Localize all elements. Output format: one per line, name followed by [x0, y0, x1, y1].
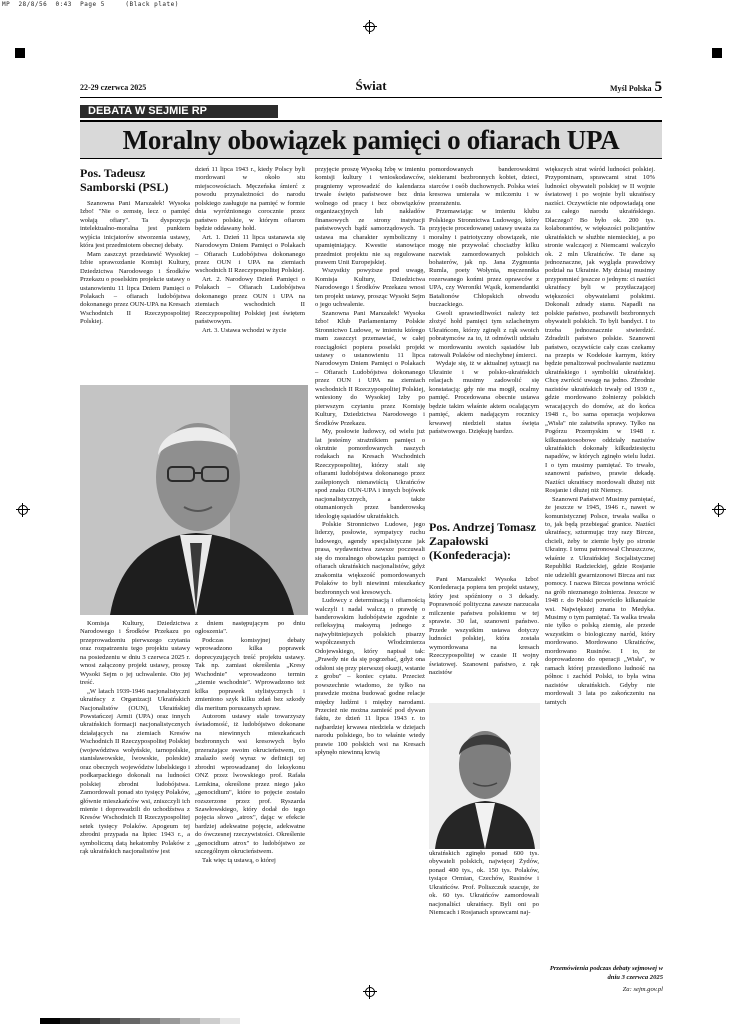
calibration-swatch: [100, 1018, 120, 1024]
portrait-illustration: [80, 385, 308, 615]
paragraph: Art. 3. Ustawa wchodzi w życie: [202, 326, 287, 334]
column-4-bottom: [429, 850, 539, 980]
source-note: [545, 965, 663, 995]
paragraph: Szanowna Pani Marszałek! Wysoka Izbo! Klub Parlamentarny Polskie Stronnictwo Ludowe, w imieniu którego mam zaszczyt przemawiać, w całej rozciągłości popiera poselski projekt ustawy o ustanowieniu 11 lipca Narodowym Dniem Pamięci o Polakach – Ofiarach Ludobójstwa dokonanego przez OUN i UPA na ziemiach wschodnich II Rzeczypospolitej Polskiej, wniesiony do Wysokiej Izby po pierwszym czytaniu przez Komisję Kultury, Dziedzictwa Narodowego i Środków Przekazu.: [315, 309, 425, 427]
paragraph: przyjęcie proszę Wysoką Izbę w imieniu komisji kultury i wnioskodawców, pragniemy wprowadzić do kalendarza trwałe święto państwowe bez dnia wolnego od pracy i bez obowiązków organizacyjnych lub nakładów finansowych ze strony instytucji państwowych bądź samorządowych. Ta ustawa ma charakter symboliczny i upamiętniający. Kwestie stanowiące przedmiot projektu nie są regulowane prawem Unii Europejskiej.: [315, 166, 425, 266]
paragraph: Autorom ustawy stale towarzyszy świadomość, iż ludobójstwo dokonane na niewinnych mieszkańcach bezbronnych wsi kresowych było przerażające swoim okrucieństwem, co znalazło swój wyraz w definicji tej zbrodni wprowadzanej do leksykonu ONZ przez lwowskiego prof. Rafała Lemkina, określone przez niego jako „genocidium", które to pojęcie zostało rozszerzone przez prof. Ryszarda Szawłowskiego, który dodał do tego pojęcia słowo „atrox", dając w efekcie bardziej adekwatne pojęcie, adekwatne do ówczesnej rzeczywistości. Określenie „genocidium atrox" to ludobójstwo ze szczególnym okrucieństwem.: [195, 712, 305, 856]
column-1-bottom: [80, 620, 190, 1000]
column-4-middle: [429, 576, 539, 700]
paragraph: pomordowanych banderowskimi siekierami bezbronnych kobiet, dzieci, starców i osób duchownych. Polska wieś kresowa umierała w milczeniu i w przerażeniu.: [429, 166, 539, 207]
registration-crosshair-icon: [363, 985, 377, 999]
calibration-swatch: [80, 1018, 100, 1024]
paragraph: dzień 11 lipca 1943 r., kiedy Polscy byli mordowani w około stu miejscowościach. Męczeńska śmierć z powodu przynależności do narodu polskiego zasługuje na pamięć w formie dnia wyróżnionego corocznie przez państwo polskie, w którym ofiarom będzie oddawany hołd.: [195, 166, 305, 233]
byline-zapalowski-box: [429, 520, 539, 562]
calibration-swatch: [40, 1018, 60, 1024]
registration-block-right: [712, 48, 722, 58]
column-4-top: [429, 166, 539, 516]
issue-date: 22-29 czerwca 2025: [80, 83, 147, 92]
calibration-swatch: [200, 1018, 220, 1024]
registration-crosshair-icon: [363, 20, 377, 34]
calibration-swatch: [220, 1018, 240, 1024]
paragraph: Komisja Kultury, Dziedzictwa Narodowego i Środków Przekazu po przeprowadzeniu pierwszego czytania oraz rozpatrzeniu tego projektu ustawy na posiedzeniu w dniu 3 czerwca 2025 r. wnosi załączony projekt ustawy, proszę Wysoki Sejm o jej uchwalenie. Oto jej treść.: [80, 620, 190, 687]
paragraph: Ludowcy z determinacją i ofiarnością walczyli i nadal walczą o prawdę o banderowskim ludobójstwie zgodnie z refleksyjną maksymą jednego z najwybitniejszych polskich pisarzy współczesnych Włodzimierza Odojewskiego, który napisał tak: „Prawdy nie da się pogrzebać, gdyż ona odsłoni się przy pierwszej okazji, wstanie z grobu" – koniec cytatu. Przecież powszechnie wiadomo, że tylko na prawdzie można budować godne relacje między ludźmi i między narodami. Przecież nie można zamieść pod dywan faktu, że dzień 11 lipca 1943 r. to najbardziej krwawa niedziela w dziejach narodu polskiego, bo to właśnie wtedy prawie 100 polskich wsi na Kresach spłynęło niewinną krwią: [315, 597, 425, 757]
column-1-top: [80, 166, 190, 384]
page-label: [610, 79, 662, 96]
portrait-samborski-photo: [80, 385, 308, 615]
byline-zapalowski: Pos. Andrzej Tomasz Zapałowski (Konfederacja):: [429, 520, 537, 562]
paragraph: Szanowna Pani Marszałek! Wysoka Izbo! "Nie o zemstę, lecz o pamięć wołają ofiary". Ta dyspozycja intelektualno-moralna jest punktem wyjścia inicjatorów stworzenia ustawy, która jest przedmiotem obecnej debaty.: [80, 200, 190, 250]
byline-samborski: Pos. Tadeusz Samborski (PSL): [80, 166, 169, 194]
column-2-top: [195, 166, 305, 376]
paragraph: Podczas komisyjnej debaty wprowadzono kilka poprawek doprecyzujących treść projektu ustawy. Tak np. zamiast określenia „Kresy Wschodnie" wprowadzono termin „ziemie wschodnie". Wprowadzono też kilka poprawek stylistycznych i zmieniono szyk kilku zdań bez szkody dla meritum poruszanych spraw.: [195, 636, 305, 712]
paragraph: „W latach 1939-1946 nacjonalistyczni ukraińscy z Organizacji Ukraińskich Nacjonalistów (OUN), Ukraińskiej Powstańczej Armii (UPA) oraz innych ukraińskich formacji nacjonalistycznych działających na ziemiach Kresów Wschodnich II Rzeczypospolitej Polskiej (województwa wołyńskie, tarnopolskie, stanisławowskie, lwowskie, poleskie) oraz obecnych województw lubelskiego i podkarpackiego dokonali na ludności polskiej zbrodni ludobójstwa. Zamordowali ponad sto tysięcy Polaków, głównie mieszkańców wsi, zniszczyli ich mienie i doprowadzili do uchodźstwa z Kresów Wschodnich II Rzeczypospolitej setek tysięcy Polaków. Apogeum tej zbrodni przypada na lipiec 1943 r., a symboliczną datą hekatomby Polaków z rąk ukraińskich nacjonalistów jest: [80, 687, 190, 856]
paragraph: Tak więc tą ustawą, o której: [202, 856, 276, 864]
calibration-swatch: [140, 1018, 160, 1024]
paragraph: ukraińskich zginęło ponad 600 tys. obywateli polskich, najwięcej Żydów, ponad 400 tys., ok. 150 tys. Polaków, tysiące Ormian, Czechów, Rusinów i Ukraińców. Prof. Poliszczuk szacuje, że ok. 60 tys. Ukraińców zamordowali nacjonaliści ukraińscy. Byli oni po Niemcach i Rosjanach sprawcami naj-: [429, 850, 539, 917]
paragraph: Wydaje się, iż w aktualnej sytuacji na Ukrainie i w polsko-ukraińskich relacjach musimy zadowolić się konstatacją: gdy nie ma mogił, ocalmy pamięć. Procedowana obecnie ustawa będzie takim właśnie aktem ocalającym pamięć, akiem nadającym rocznicy krwawej niedzieli status święta państwowego. Dziękuję bardzo.: [429, 360, 539, 436]
paragraph: Art. 2. Narodowy Dzień Pamięci o Polakach – Ofiarach Ludobójstwa dokonanego przez OUN i UPA na ziemiach wschodnich II Rzeczypospolitej Polskiej jest świętem państwowym.: [195, 275, 305, 326]
column-3: [315, 166, 425, 946]
plate-slug: MP 28/8/56 0:43 Page 5 (Black plate): [2, 1, 179, 8]
paragraph: Wszystkiy powyższe pod uwagę, Komisja Kultury, Dziedzictwa Narodowego i Środków Przekazu wnosi ten projekt ustawy, prosząc Wysoki Sejm o jego uchwalenie.: [315, 267, 425, 309]
paragraph: Polskie Stronnictwo Ludowe, jego liderzy, posłowie, sympatycy ruchu ludowego, agendy specjalistyczne jak prasa, wydawnictwa zawsze poczuwali się do moralnego obowiązku pamięci o ofiarach ukraińskich nacjonalistów, gdyż znakomita większość pomordowanych Polaków to byli niewinni mieszkańcy bezbronnych wsi kresowych.: [315, 521, 425, 596]
column-2-bottom: [195, 620, 305, 1000]
paragraph: większych strat wśród ludności polskiej. Przypominam, sprawcami strat 10% ludności obywateli polskiej w II wojnie światowej i po wojnie byli ukraińscy naziści. Oczywiście nie odpowiadają one za całego narodu ukraińskiego. Dlaczego? Bo było ok. 200 tys. kolaborantów, w większości policjantów ukraińskich w służbie niemieckiej, a po stronie walczącej z Niemcami walczyło ok. 2 mln Ukraińców. Te dane są jednoznaczne, jak wygląda prawdziwy podział na Ukrainie. My dzisiaj musimy przypomnieć jeszcze o jednym: ci naziści ukraińscy byli w przytłaczającej większości obywatelami polskimi. Dokonali zdrady stanu. Napadli na polskie państwo, pozbawili bezbronnych obywateli polskich. To byli bandyci. I to trzeba jednoznacznie stwierdzić. Zdradzili państwo polskie. Szanowni państwo, oczywiście cały czas czekamy na przepis w Kodeksie karnym, który będzie penalizował pochwalanie nazizmu ukraińskiego i symboliki ukraińskiej. Chcę zwrócić uwagę na jedno. Zbrodnie nazistów ukraińskich trwały od 1939 r., gdzie mordowano żołnierzy polskich wracających do domów, aż do końca 1948 r., bo sama operacja wojskowa „Wisła" nie załatwiła sprawy. Tylko na Pogórzu Przemyskim w 1948 r. kilkunastoosobowe oddziały nazistów ukraińskich dokonały kilkudziesięciu napadów, w których zginęło wielu ludzi. I o tym musimy pamiętać. To trwało, szanowni państwo, prawie dekadę. Naziści ukraińscy mordowali dłużej niż Rosjanie i dłużej niż Niemcy.: [545, 166, 655, 495]
source-credit: Za: sejm.gov.pl: [622, 986, 663, 993]
newspaper-title: Myśl Polska: [609, 84, 652, 93]
registration-crosshair-icon: [16, 503, 30, 517]
registration-block-left: [15, 48, 25, 58]
section-name: Świat: [355, 78, 387, 93]
calibration-swatch: [120, 1018, 140, 1024]
header-rule: [80, 97, 662, 98]
paragraph: Szanowni Państwo! Musimy pamiętać, że jeszcze w 1945, 1946 r., nawet w komunistycznej Polsce, trwała walka o to, jak będą przebiegać granice. Naziści ukraińscy, szturmując trzy razy Bircze, chcieli, żeby te ziemie były po stronie Ukrainy. I temu patronował Chruszczow, właśnie z Ukraińskiej Socjalistycznej Republiki Radzieckiej, gdzie Rosjanie nie udzielili gwarnizonowi Bircza ani raz pomocy. I nazwa Bircza powinna wrócić na grób nieznanego żołnierza. Jeszcze w 1948 r. do Polski powróciło kilkanaście wsi. Największej znana to Medyka. Musimy o tym pamiętać. Ta walka trwała nie tylko o polską ziemię, ale przede wszystkim o biologiczny naród, który mordowano. Mordowano Ukraińców, mordowano Rusinów. I to, że doprowadzono do operacji „Wisła", w ramach której przesiedlono ludność na północ i zachód Polski, to była wina nazistów ukraińskich. Gdyby nie mordowali 3 lata po zakończeniu na tamtych: [545, 495, 655, 706]
paragraph: Przemawiając w imieniu klubu Polskiego Stronnictwa Ludowego, który przyjęcie procedowanej ustawy uważa za moralny i patriotyczny obowiązek, nie mogę nie przywołać chociażby kilku nazwisk zamordowanych polskich bohaterów, jak np. Jana Zygmunta Rumla, poety Wołynia, męczennika rozerwanego końmi przez oprawców z UPA, czy Weroniki Wąsik, komendantki Batalionów Chłopskich obwodu buczackiego.: [429, 208, 539, 309]
paragraph: Gwoli sprawiedliwości należy też złożyć hołd pamięci tym szlachetnym Ukraińcom, którzy zginęli z rąk swoich pobratymców za to, iż odmówili udziału w mordowaniu swoich sąsiadów lub ratowali Polaków od niechybnej śmierci.: [429, 309, 539, 359]
registration-crosshair-icon: [712, 503, 726, 517]
section-label: DEBATA W SEJMIE RP: [80, 105, 278, 118]
paragraph: My, posłowie ludowcy, od wielu już lat jesteśmy strażnikiem pamięci o okrutnie pomordowanych naszych rodakach na Kresach Wschodnich Rzeczypospolitej, którzy stali się ofiarami ludobójstwa dokonanego przez zaślepionych nienawiścią Ukraińców spod znaku OUN-UPA i innych bojówek nacjonalistycznych, a także otumanionych przez banderowską ideologię sąsiadów ukraińskich.: [315, 428, 425, 520]
page-number: 5: [654, 79, 662, 95]
paragraph: Art. 1. Dzień 11 lipca ustanawia się Narodowym Dniem Pamięci o Polakach – Ofiarach Ludobójstwa dokonanego przez OUN i UPA na ziemiach wschodnich II Rzeczypospolitej Polskiej.: [195, 233, 305, 275]
paragraph: z dniem następującym po dniu ogłoszenia".: [195, 620, 305, 636]
paragraph: Pani Marszałek! Wysoka Izbo! Konfederacja popiera ten projekt ustawy, który jest spóźniony o 3 dekady. Poprawność polityczna zawsze narzucała milczenie państwu polskiemu w tej sprawie. 30 lat, szanowni państwo. Przede wszystkim ustawa dotyczy ludności polskiej, która została wymordowana na kresach Rzeczypospolitej w czasie II wojny światowej. Szanowni państwo, z rąk nazistów: [429, 576, 539, 676]
paragraph: Mam zaszczyt przedstawić Wysokiej Izbie sprawozdanie Komisji Kultury, Dziedzictwa Narodowego i Środków Przekazu o poselskim projekcie ustawy o ustanowieniu 11 lipca Dniem Pamięci o Polakach – ofiarach ludobójstwa dokonanego przez OUN-UPA na Kresach Wschodnich II Rzeczypospolitej Polskiej.: [80, 250, 190, 326]
page-header: [80, 77, 662, 95]
debate-date-note: Przemówienia podczas debaty sejmowej w dniu 3 czerwca 2025: [549, 965, 663, 981]
portrait-zapalowski-photo: [429, 703, 540, 849]
portrait-illustration: [429, 703, 540, 849]
headline: Moralny obowiązek pamięci o ofiarach UPA: [80, 120, 662, 159]
column-5: [545, 166, 655, 996]
color-calibration-bar: [40, 1018, 240, 1024]
calibration-swatch: [180, 1018, 200, 1024]
calibration-swatch: [160, 1018, 180, 1024]
calibration-swatch: [60, 1018, 80, 1024]
